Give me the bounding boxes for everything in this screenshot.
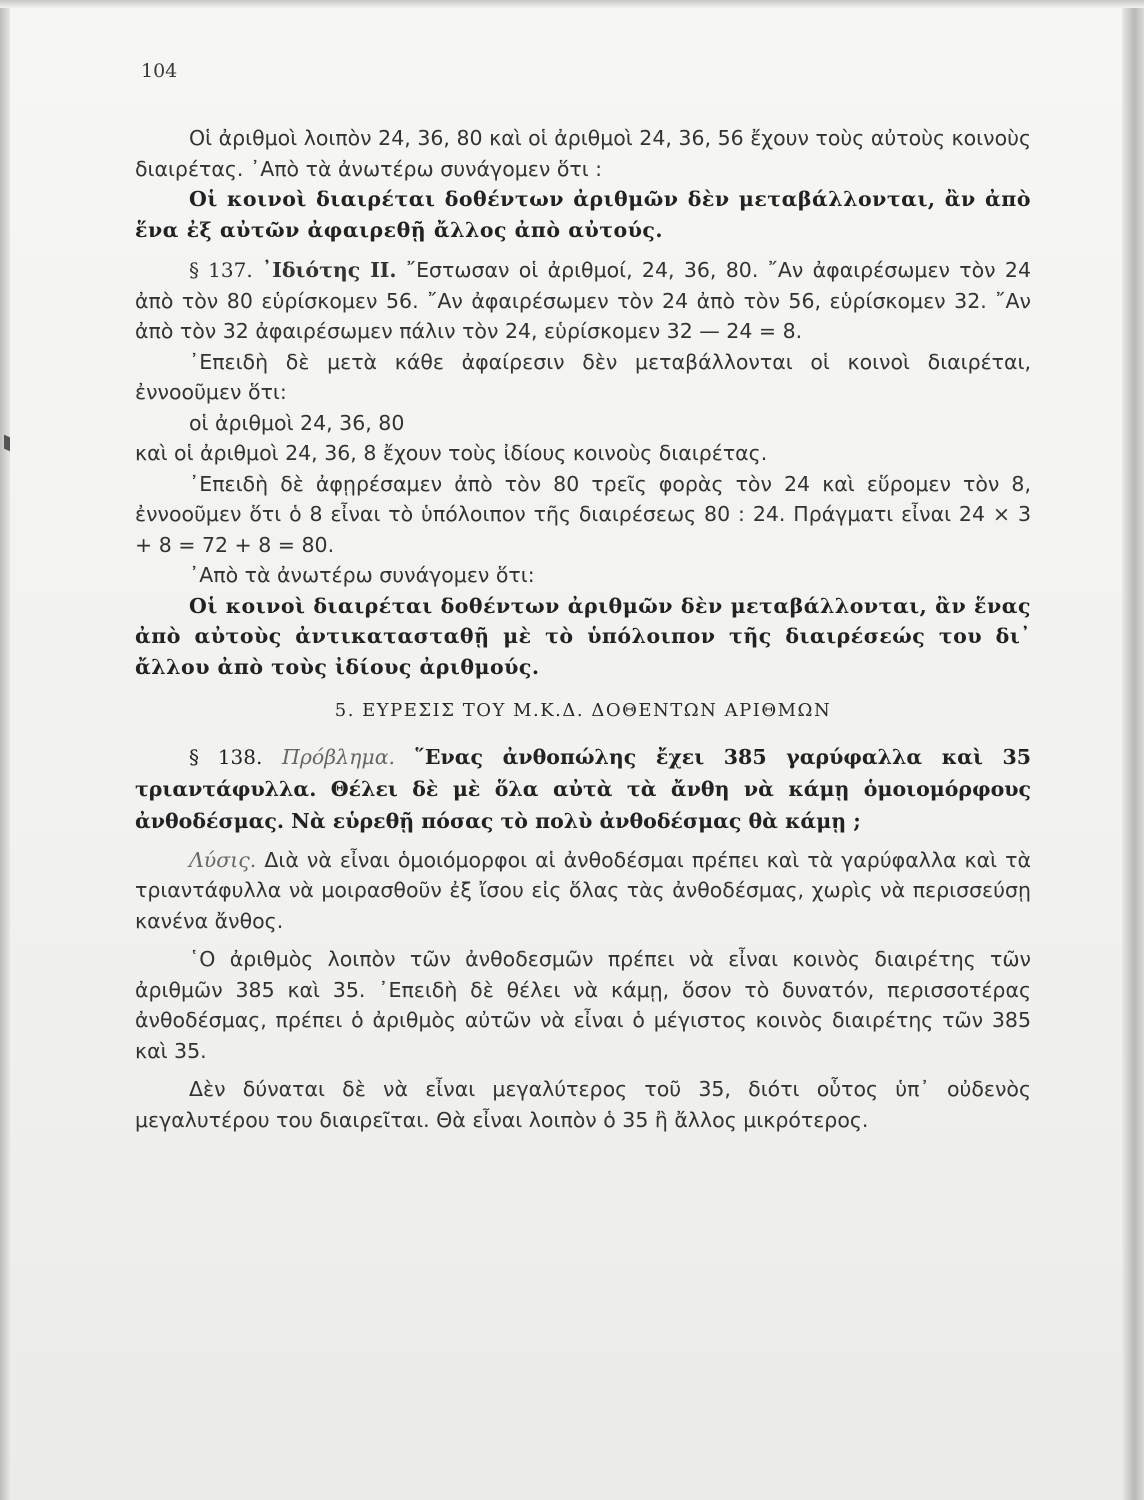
paragraph-gcd: ῾Ο ἀριθμὸς λοιπὸν τῶν ἀνθοδεσμῶν πρέπει νὰ εἶναι κοινὸς διαιρέτης τῶν ἀριθμῶν 385 καὶ 35. ᾿Επειδὴ δὲ θέλει νὰ κάμῃ, ὅσον τὸ δυνατόν, περισσοτέρας ἀνθοδέσμας, πρέπει ὁ ἀριθμὸς αὐτῶν νὰ εἶναι ὁ μέγιστος κοινὸς διαιρέτης τῶν 385 καὶ 35. bbox=[135, 947, 1031, 1063]
numbers-continuation: καὶ οἱ ἀριθμοὶ 24, 36, 8 ἔχουν τοὺς ἰδίους κοινοὺς διαιρέτας. bbox=[135, 441, 768, 465]
paragraph-intro: Οἱ ἀριθμοὶ λοιπὸν 24, 36, 80 καὶ οἱ ἀριθμοὶ 24, 36, 56 ἔχουν τοὺς αὐτοὺς κοινοὺς διαιρέτας. ᾿Απὸ τὰ ἀνωτέρω συνάγομεν ὅτι : bbox=[135, 126, 1031, 181]
paragraph-remainder: ᾿Επειδὴ δὲ ἀφῃρέσαμεν ἀπὸ τὸν 80 τρεῖς φορὰς τὸν 24 καὶ εὕρομεν τὸν 8, ἐννοοῦμεν ὅτι ὁ 8 εἶναι τὸ ὑπόλοιπον τῆς διαιρέσεως 80 : 24. Πράγματι εἶναι 24 × 3 + 8 = 72 + 8 = 80. bbox=[135, 471, 1031, 557]
problem-label: Πρόβλημα. bbox=[281, 744, 396, 769]
margin-mark bbox=[4, 435, 10, 452]
section-137 bbox=[135, 255, 1031, 347]
problem-text: ῞Ενας ἀνθοπώλης ἔχει 385 γαρύφαλλα καὶ 35 τριαντάφυλλα. Θέλει δὲ μὲ ὅλα αὐτὰ τὰ ἄνθη νὰ κάμῃ ὁμοιομόρφους ἀνθοδέσμας. Νὰ εὑρεθῇ πόσας τὸ πολὺ ἀνθοδέσμας θὰ κάμῃ ; bbox=[135, 744, 1032, 833]
section-138 bbox=[135, 741, 1031, 837]
page-body bbox=[135, 123, 1031, 1135]
page-edge-right bbox=[1122, 0, 1144, 1500]
section-137-title: ᾿Ιδιότης ΙΙ. bbox=[262, 258, 397, 282]
section-137-mark: § 137. bbox=[189, 258, 253, 282]
paragraph-conclude: ᾿Απὸ τὰ ἀνωτέρω συνάγομεν ὅτι: bbox=[189, 563, 535, 587]
page-number: 104 bbox=[141, 60, 178, 82]
paragraph-final: Δὲν δύναται δὲ νὰ εἶναι μεγαλύτερος τοῦ 35, διότι οὗτος ὑπ᾿ οὐδενὸς μεγαλυτέρου του διαιρεῖται. Θὰ εἶναι λοιπὸν ὁ 35 ἢ ἄλλος μικρότερος. bbox=[135, 1077, 1031, 1132]
page-edge-left bbox=[0, 0, 10, 1500]
page-edge-top bbox=[0, 0, 1144, 8]
rule-statement-2: Οἱ κοινοὶ διαιρέται δοθέντων ἀριθμῶν δὲν μεταβάλλονται, ἂν ἕνας ἀπὸ αὐτοὺς ἀντικατασταθῇ μὲ τὸ ὑπόλοιπον τῆς διαιρέσεώς του δι᾿ ἄλλου ἀπὸ τοὺς ἰδίους ἀριθμούς. bbox=[135, 593, 1031, 679]
rule-statement-1: Οἱ κοινοὶ διαιρέται δοθέντων ἀριθμῶν δὲν μεταβάλλονται, ἂν ἀπὸ ἕνα ἐξ αὐτῶν ἀφαιρεθῇ ἄλλος ἀπὸ αὐτούς. bbox=[135, 187, 1031, 242]
solution-paragraph bbox=[135, 845, 1031, 937]
chapter-heading: 5. ΕΥΡΕΣΙΣ ΤΟΥ Μ.Κ.Δ. ΔΟΘΕΝΤΩΝ ΑΡΙΘΜΩΝ bbox=[334, 700, 832, 721]
section-138-mark: § 138. bbox=[189, 744, 263, 769]
numbers-line: οἱ ἀριθμοὶ 24, 36, 80 bbox=[189, 410, 405, 435]
solution-text: Διὰ νὰ εἶναι ὁμοιόμορφοι αἱ ἀνθοδέσμαι πρέπει καὶ τὰ γαρύφαλλα καὶ τὰ τριαντάφυλλα νὰ μοιρασθοῦν ἐξ ἴσου εἰς ὅλας τὰς ἀνθοδέσμας, χωρὶς νὰ περισσεύσῃ κανένα ἄνθος. bbox=[135, 847, 1031, 933]
solution-label: Λύσις. bbox=[189, 847, 257, 872]
paragraph-since: ᾿Επειδὴ δὲ μετὰ κάθε ἀφαίρεσιν δὲν μεταβάλλονται οἱ κοινοὶ διαιρέται, ἐννοοῦμεν ὅτι: bbox=[135, 349, 1031, 404]
section-137-text: ῎Εστωσαν οἱ ἀριθμοί, 24, 36, 80. ῎Αν ἀφαιρέσωμεν τὸν 24 ἀπὸ τὸν 80 εὑρίσκομεν 56. ῎Αν ἀφαιρέσωμεν τὸν 24 ἀπὸ τὸν 56, εὑρίσκομεν 32. ῎Αν ἀπὸ τὸν 32 ἀφαιρέσωμεν πάλιν τὸν 24, εὑρίσκομεν 32 — 24 = 8. bbox=[135, 258, 1031, 343]
